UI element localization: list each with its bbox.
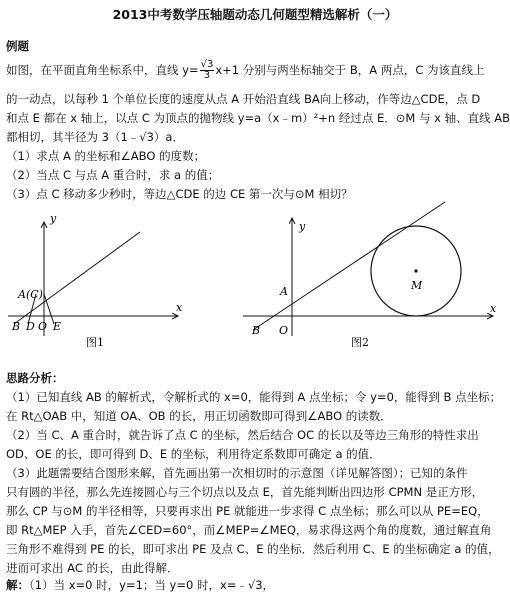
problem-line-2: 的一动点，以每秒 1 个单位长度的速度从点 A 开始沿直线 BA向上移动，作等边△CDE，点 D xyxy=(6,92,481,106)
fig1-label-b: B xyxy=(12,320,21,333)
analysis-line-6: 只有圆的半径，那么先连接圆心与三个切点以及点 E，首先能判断出四边形 CPMN 是正方形， xyxy=(6,485,484,499)
analysis-line-10: 进而可求出 AC 的长，由此得解． xyxy=(6,561,179,575)
page-title: 2013中考数学压轴题动态几何题型精选解析（一） xyxy=(112,7,398,22)
fig2-label-a: A xyxy=(280,285,288,298)
example-heading: 例题 xyxy=(6,39,29,53)
analysis-line-3: （2）当 C、A 重合时，就告诉了点 C 的坐标，然后结合 OC 的长以及等边三角形的特性求出 xyxy=(6,428,479,442)
figure-2 xyxy=(235,188,510,358)
question-3: （3）点 C 移动多少秒时，等边△CDE 的边 CE 第一次与⊙M 相切？ xyxy=(6,187,353,201)
problem-line-1-post: x+1 分别与两坐标轴交于 B，A 两点，C 为该直线上 xyxy=(215,63,485,77)
solution-label: 解： xyxy=(6,578,29,592)
fig2-label-x: x xyxy=(490,302,497,315)
solution-line-1 xyxy=(6,576,274,594)
analysis-line-9: 三角形不难得到 PE 的长，即可求出 PE 及点 C、E 的坐标．然后利用 C、E 的坐标确定 a 的值， xyxy=(6,542,500,556)
question-1: （1）求点 A 的坐标和∠ABO 的度数； xyxy=(6,149,206,163)
line-ab xyxy=(253,202,445,330)
fig1-label-o: O xyxy=(38,320,48,333)
fig2-label-m: M xyxy=(411,279,423,292)
fig1-label-e: E xyxy=(53,320,62,333)
fig1-label-y: y xyxy=(50,212,57,225)
fig1-label-x: x xyxy=(176,301,183,314)
fig2-label-b: B xyxy=(252,324,261,337)
line-ab xyxy=(14,232,140,324)
analysis-line-4: OD、OE 的长，即可得到 D、E 的坐标，利用待定系数即可确定 a 的值． xyxy=(6,447,381,461)
fig1-label-d: D xyxy=(26,320,35,333)
problem-line-1-pre: 如图，在平面直角坐标系中，直线 y= xyxy=(6,63,199,77)
fig2-label-y: y xyxy=(299,220,306,233)
slope-fraction xyxy=(200,60,215,81)
slope-denominator: 3 xyxy=(203,70,211,81)
fig2-caption: 图2 xyxy=(351,336,369,349)
fig1-label-ac: A(C) xyxy=(18,288,43,301)
solution-text: （1）当 x=0 时，y=1；当 y=0 时，x=﹣√3， xyxy=(29,578,275,592)
problem-line-3: 和点 E 都在 x 轴上，以点 C 为顶点的抛物线 y=a（x﹣m）²+n 经过点 E．⊙M 与 x 轴、直线 AB xyxy=(6,111,510,125)
fig2-label-o: O xyxy=(279,324,289,337)
analysis-line-7: 那么 CP 与⊙M 的半径相等，只要再求出 PE 就能进一步求得 C 点坐标；那么可以从 PE=EQ， xyxy=(6,504,489,518)
problem-line-1 xyxy=(6,60,485,81)
fig1-caption: 图1 xyxy=(86,336,104,349)
analysis-heading: 思路分析： xyxy=(6,371,64,385)
figure-1 xyxy=(0,208,200,358)
slope-numerator: √3 xyxy=(200,59,214,70)
analysis-line-5: （3）此题需要结合图形来解，首先画出第一次相切时的示意图（详见解答图）；已知的条件 xyxy=(6,466,468,480)
center-point-m xyxy=(414,269,417,272)
analysis-line-1: （1）已知直线 AB 的解析式，令解析式的 x=0，能得到 A 点坐标；令 y=0，能得到 B 点坐标； xyxy=(6,390,502,404)
analysis-line-2: 在 Rt△OAB 中，知道 OA、OB 的长，用正切函数即可得到∠ABO 的读数． xyxy=(6,409,392,423)
problem-line-4: 都相切，其半径为 3（1﹣√3）a． xyxy=(6,130,184,144)
question-2: （2）当点 C 与点 A 重合时，求 a 的值； xyxy=(6,168,220,182)
analysis-line-8: 即 Rt△MEP 入手，首先∠CED=60°，而∠MEP=∠MEQ，易求得这两个角的度数，通过解直角 xyxy=(6,523,492,537)
